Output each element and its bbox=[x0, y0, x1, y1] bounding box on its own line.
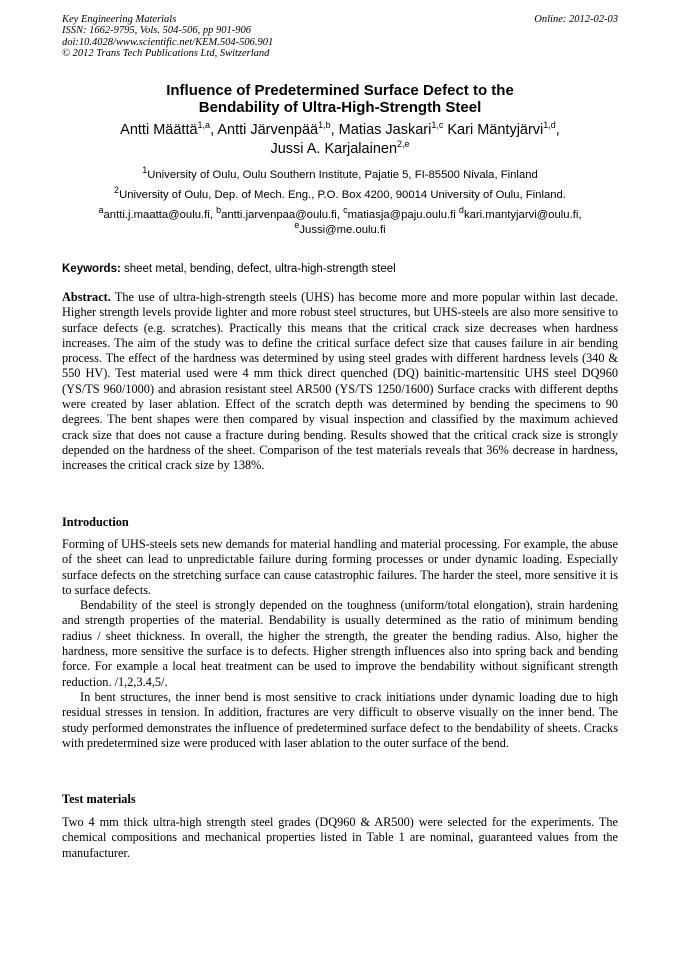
author: Kari Mäntyjärvi$^{1,d}$, bbox=[447, 120, 560, 138]
paragraph: In bent structures, the inner bend is most sensitive to crack initiations under dynamic loading due to high residual stresses in tension. In addition, fractures are very difficult to observe visually on the inner bend. The study performed demonstrates the influence of predetermined surface defect to the bendability of sheets. Cracks with predetermined size were produced with laser ablation to the outer surface of the bend. bbox=[62, 689, 618, 750]
journal-name: Key Engineering Materials bbox=[62, 14, 177, 25]
test-materials-heading: Test materials bbox=[62, 792, 136, 806]
online-date: Online: 2012-02-03 bbox=[534, 14, 618, 25]
abstract-text: The use of ultra-high-strength steels (UHS) has become more and more popular within last decade. Higher strength levels provide lighter and more robust steel structures, but UHS-steels are also more sensitive to surface defects (e.g. scratches). Practically this means that the critical crack size decreases when hardness increases. The aim of the study was to define the critical surface defect size that causes failure in air bending process. The effect of the hardness was determined by using steel grades with different hardness levels (340 & 550 HV). Test material used were 4 mm thick direct quenched (DQ) bainitic-martensitic UHS steel DQ960 (YS/TS 960/1000) and abrasion resistant steel AR500 (YS/TS 1250/1600) Surface cracks with different depths were created by laser ablation. Effect of the scratch depth was determined by bending the specimens to 90 degrees. The bent shapes were then compared by visual inspection and classified by the maximum achieved crack size that does not cause a fracture during bending. Results showed that the critical crack size is strongly depended on the hardness of the sheet. Comparison of the test materials reveals that 36% decrease in hardness, increases the critical crack size by 138%. bbox=[62, 290, 618, 473]
email[interactable]: $^b$antti.jarvenpaa@oulu.fi, bbox=[216, 205, 344, 221]
doi-line: doi:10.4028/www.scientific.net/KEM.504-506.901 bbox=[62, 36, 274, 48]
author-emails bbox=[62, 205, 618, 237]
email[interactable]: $^d$kari.mantyjarvi@oulu.fi, bbox=[458, 205, 582, 221]
introduction-body bbox=[62, 537, 618, 751]
author: Antti Määttä$^{1,a}$, bbox=[120, 120, 218, 138]
abstract bbox=[62, 290, 618, 474]
paper-title bbox=[62, 82, 618, 116]
keywords bbox=[62, 262, 618, 276]
copyright-line: © 2012 Trans Tech Publications Ltd, Switzerland bbox=[62, 48, 270, 60]
title-line-1: Influence of Predetermined Surface Defect to the bbox=[166, 82, 514, 99]
paragraph: Forming of UHS-steels sets new demands for material handling and material processing. For example, the abuse of the sheet can lead to unpredictable failure during forming processes or under dynamic loading. Especially surface defects on the stretching surface can cause catastrophic failures. The harder the steel, more sensitive it is to surface defects. bbox=[62, 537, 618, 597]
author: Antti Järvenpää$^{1,b}$, bbox=[217, 120, 339, 138]
keywords-label: Keywords: bbox=[62, 263, 121, 275]
title-line-2: Bendability of Ultra-High-Strength Steel bbox=[198, 99, 482, 116]
test-materials-text: Two 4 mm thick ultra-high strength steel grades (DQ960 & AR500) were selected for the experiments. The chemical compositions and mechanical properties listed in Table 1 are nominal, guaranteed values from the manufacturer. bbox=[62, 815, 618, 860]
email[interactable]: $^a$antti.j.maatta@oulu.fi, bbox=[98, 205, 217, 221]
introduction-heading: Introduction bbox=[62, 515, 129, 529]
author-list bbox=[62, 121, 618, 159]
author: Matias Jaskari$^{1,c}$ bbox=[338, 120, 444, 138]
abstract-label: Abstract. bbox=[62, 290, 111, 304]
email[interactable]: $^c$matiasja@paju.oulu.fi bbox=[343, 205, 459, 221]
author: Jussi A. Karjalainen$^{2,e}$ bbox=[270, 139, 410, 157]
journal-header bbox=[62, 14, 618, 60]
issn-line: ISSN: 1662-9795, Vols. 504-506, pp 901-906 bbox=[62, 25, 251, 37]
keywords-text: sheet metal, bending, defect, ultra-high-strength steel bbox=[124, 263, 396, 275]
email[interactable]: $^e$Jussi@me.oulu.fi bbox=[294, 219, 386, 236]
paragraph: Bendability of the steel is strongly depended on the toughness (uniform/total elongation), strain hardening and strength properties of the material. Bendability is usually determined as the ratio of minimum bending radius / sheet thickness. In overall, the higher the strength, the greater the bending radius. Also, higher the hardness, more sensitive the surface is to defects. Higher strength influences also into spring back and bending force. For example a local heat treatment can be used to improve the bendability without significant strength reduction. /1,2,3.4,5/. bbox=[62, 598, 618, 689]
affiliation-2: $^2$University of Oulu, Dep. of Mech. Eng., P.O. Box 4200, 90014 University of Oulu, Finland. bbox=[114, 185, 566, 201]
affiliation-1: $^1$University of Oulu, Oulu Southern Institute, Pajatie 5, FI-85500 Nivala, Finland bbox=[142, 165, 538, 181]
